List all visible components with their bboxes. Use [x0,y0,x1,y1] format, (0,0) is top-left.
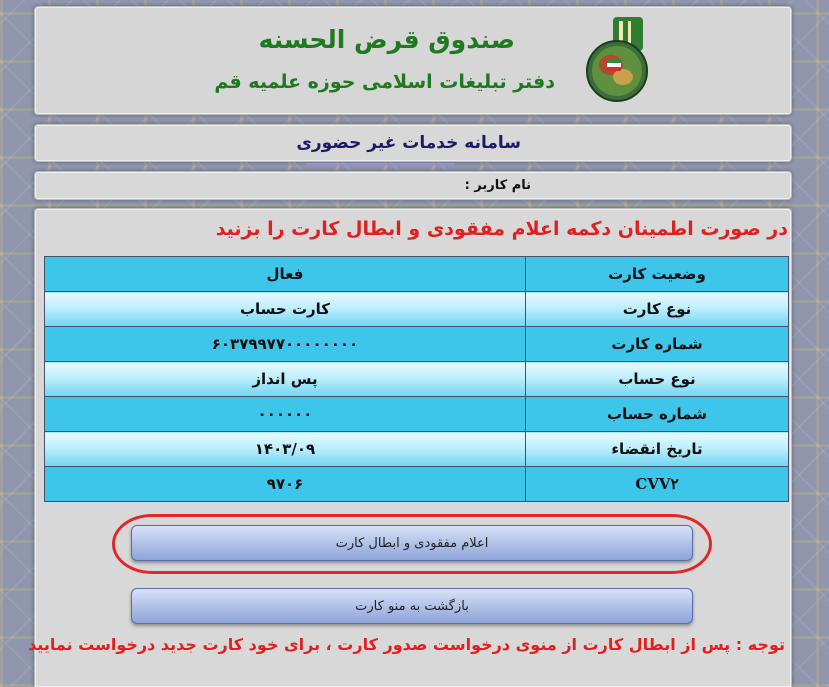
table-row [45,467,789,502]
account-number-label: شماره حساب [526,397,789,432]
card-type-value: کارت حساب [45,292,526,327]
confirmation-warning: در صورت اطمینان دکمه اعلام مفقودی و ابطال کارت را بزنید [215,218,788,240]
service-title: سامانه خدمات غیر حضوری [296,133,521,153]
fund-title: صندوق قرض الحسنه [258,25,515,54]
user-panel [34,171,792,200]
service-panel [34,124,792,162]
card-status-label: وضعیت کارت [526,257,789,292]
cvv2-value: ۹۷۰۶ [45,467,526,502]
card-number-value: ۶۰۳۷۹۹۷۷۰۰۰۰۰۰۰۰ [45,327,526,362]
card-type-label: نوع کارت [526,292,789,327]
account-number-value: ۰۰۰۰۰۰ [45,397,526,432]
organization-emblem-icon [583,15,663,107]
table-row [45,292,789,327]
back-to-card-menu-button[interactable]: بازگشت به منو کارت [131,588,693,624]
revocation-note: توجه : پس از ابطال کارت از منوی درخواست صدور کارت ، برای خود کارت جدید درخواست نمایید [28,635,785,654]
table-row [45,362,789,397]
table-row [45,327,789,362]
cvv2-label: CVV۲ [526,467,789,502]
card-number-label: شماره کارت [526,327,789,362]
service-underline [307,163,455,165]
table-row [45,432,789,467]
card-panel [28,208,792,687]
account-type-value: پس انداز [45,362,526,397]
header-panel [34,6,792,115]
expiry-date-value: ۱۴۰۳/۰۹ [45,432,526,467]
card-status-value: فعال [45,257,526,292]
table-row [45,257,789,292]
table-row [45,397,789,432]
expiry-date-label: تاریخ انقضاء [526,432,789,467]
account-type-label: نوع حساب [526,362,789,397]
office-subtitle: دفتر تبلیغات اسلامی حوزه علمیه قم [214,71,555,93]
username-label: نام کاربر : [464,178,531,193]
report-lost-revoke-card-button[interactable]: اعلام مفقودی و ابطال کارت [131,525,693,561]
card-info-table [44,256,789,502]
